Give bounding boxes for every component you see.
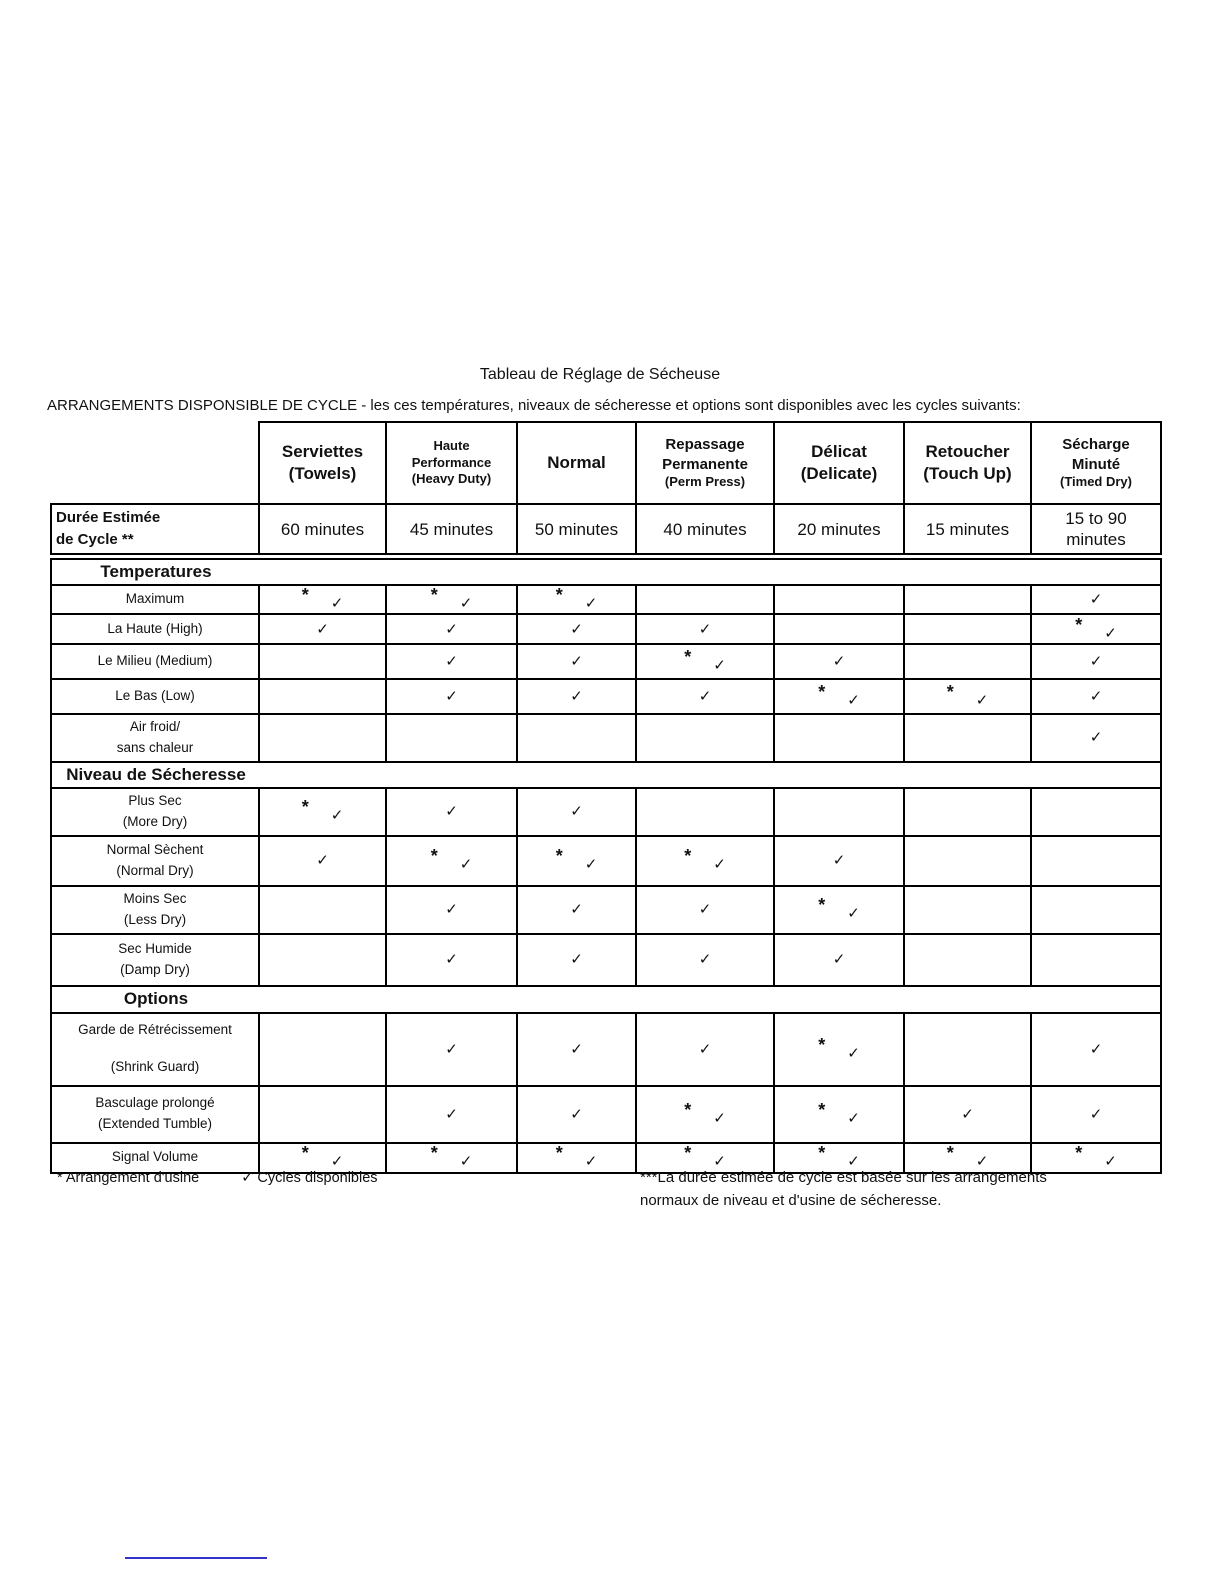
duration-value: 60 minutes: [259, 504, 386, 554]
cell-default-and-available: [1031, 614, 1161, 644]
available-check-icon: ✓: [459, 1153, 473, 1171]
available-check-icon: ✓: [584, 1153, 598, 1171]
factory-default-star-icon: *: [946, 1143, 954, 1164]
duration-row-label: Durée Estimée de Cycle **: [51, 504, 259, 554]
available-check-icon: ✓: [698, 1040, 712, 1058]
available-check-icon: ✓: [1104, 1153, 1117, 1171]
table-row: [51, 644, 1161, 679]
available-check-icon: ✓: [570, 688, 583, 705]
available-check-icon: ✓: [570, 620, 583, 638]
cell-available: [386, 679, 517, 714]
table-row: [51, 585, 1161, 614]
row-label: Sec Humide (Damp Dry): [51, 934, 259, 986]
cycle-column-header: Normal: [517, 422, 636, 504]
cycle-column-header: Sécharge Minuté (Timed Dry): [1031, 422, 1161, 504]
factory-default-star-icon: *: [684, 647, 692, 667]
cell-default-and-available: [517, 585, 636, 614]
available-check-icon: ✓: [459, 595, 473, 612]
factory-default-star-icon: *: [818, 682, 826, 702]
cell-available: [774, 644, 904, 679]
cycle-column-header: Délicat (Delicate): [774, 422, 904, 504]
cell-available: [386, 614, 517, 644]
available-check-icon: ✓: [570, 653, 583, 670]
cell-default-and-available: [259, 1143, 386, 1173]
table-row: [51, 934, 1161, 986]
available-check-icon: ✓: [1089, 1040, 1103, 1058]
factory-default-star-icon: *: [301, 585, 309, 605]
cell-available: [517, 788, 636, 836]
factory-default-star-icon: *: [684, 1143, 692, 1164]
cell-empty: [636, 714, 774, 762]
cell-empty: [774, 714, 904, 762]
available-check-icon: ✓: [698, 901, 712, 919]
available-check-icon: ✓: [847, 905, 860, 923]
cell-empty: [259, 679, 386, 714]
cell-default-and-available: [386, 836, 517, 886]
factory-default-star-icon: *: [818, 1099, 826, 1120]
dryer-settings-table-wrap: [50, 421, 1164, 1174]
available-check-icon: ✓: [445, 1040, 458, 1058]
cell-available: [1031, 1086, 1161, 1143]
cell-empty: [1031, 934, 1161, 986]
settings-sections-table: [50, 558, 1162, 1174]
duration-footnote-line2: normaux de niveau et d'usine de sécheresse.: [640, 1192, 942, 1209]
cell-available: [636, 934, 774, 986]
row-label: Plus Sec (More Dry): [51, 788, 259, 836]
available-check-icon: ✓: [330, 807, 344, 825]
row-label: Air froid/ sans chaleur: [51, 714, 259, 762]
cell-empty: [904, 1013, 1031, 1086]
table-row: [51, 836, 1161, 886]
factory-default-star-icon: *: [430, 846, 438, 867]
available-check-icon: ✓: [1089, 591, 1103, 608]
available-check-icon: ✓: [445, 803, 458, 821]
cell-empty: [636, 788, 774, 836]
table-row: [51, 679, 1161, 714]
cell-available: [386, 1086, 517, 1143]
available-check-icon: ✓: [584, 856, 598, 874]
cell-default-and-available: [774, 886, 904, 934]
cell-empty: [774, 614, 904, 644]
cell-default-and-available: [386, 585, 517, 614]
available-check-icon: ✓: [445, 901, 458, 919]
cell-available: [386, 934, 517, 986]
factory-default-star-icon: *: [430, 1143, 438, 1164]
cell-empty: [517, 714, 636, 762]
cell-available: [517, 1086, 636, 1143]
available-check-icon: ✓: [1089, 653, 1103, 670]
section-title: Niveau de Sécheresse: [51, 762, 1161, 788]
available-check-icon: ✓: [584, 595, 598, 612]
duration-value: 20 minutes: [774, 504, 904, 554]
table-row: [51, 614, 1161, 644]
factory-default-star-icon: *: [818, 1034, 826, 1055]
factory-default-star-icon: *: [1075, 614, 1083, 635]
cell-empty: [904, 714, 1031, 762]
cell-default-and-available: [386, 1143, 517, 1173]
cell-available: [517, 886, 636, 934]
legend-footnote: [57, 1170, 378, 1186]
cell-default-and-available: [259, 788, 386, 836]
row-label: Maximum: [51, 585, 259, 614]
duration-value: 50 minutes: [517, 504, 636, 554]
available-check-icon: ✓: [832, 852, 846, 870]
cycle-column-header: Retoucher (Touch Up): [904, 422, 1031, 504]
factory-default-star-icon: *: [301, 1143, 309, 1164]
cell-empty: [1031, 788, 1161, 836]
factory-default-star-icon: *: [818, 1143, 826, 1164]
cell-available: [636, 679, 774, 714]
available-check-icon: ✓: [847, 1044, 860, 1062]
cycle-column-header: Serviettes (Towels): [259, 422, 386, 504]
cell-empty: [774, 585, 904, 614]
available-check-icon: ✓: [832, 951, 846, 969]
available-check-icon: ✓: [445, 951, 458, 969]
factory-default-star-icon: *: [684, 1099, 692, 1120]
section-title: Options: [51, 986, 1161, 1013]
available-check-icon: ✓: [975, 1153, 989, 1171]
legend-factory-default: * Arrangement d'usine: [57, 1170, 200, 1186]
cell-available: [517, 1013, 636, 1086]
available-check-icon: ✓: [713, 1153, 726, 1171]
cell-empty: [259, 644, 386, 679]
cell-available: [636, 886, 774, 934]
factory-default-star-icon: *: [946, 682, 954, 702]
available-check-icon: ✓: [330, 1153, 344, 1171]
available-check-icon: ✓: [459, 856, 473, 874]
cell-available: [517, 644, 636, 679]
corner-blank-cell: [51, 422, 259, 504]
factory-default-star-icon: *: [684, 846, 692, 867]
footer-link-underline[interactable]: [125, 1557, 267, 1559]
cell-empty: [259, 714, 386, 762]
cell-empty: [259, 1086, 386, 1143]
cell-default-and-available: [259, 585, 386, 614]
cell-empty: [1031, 836, 1161, 886]
row-label: Garde de Rétrécissement (Shrink Guard): [51, 1013, 259, 1086]
available-check-icon: ✓: [316, 852, 329, 870]
available-check-icon: ✓: [713, 657, 726, 674]
available-check-icon: ✓: [975, 692, 989, 709]
row-label: Le Milieu (Medium): [51, 644, 259, 679]
cell-empty: [386, 714, 517, 762]
factory-default-star-icon: *: [555, 585, 563, 605]
cycle-column-header: Haute Performance (Heavy Duty): [386, 422, 517, 504]
cell-empty: [259, 934, 386, 986]
cell-default-and-available: [517, 1143, 636, 1173]
available-check-icon: ✓: [847, 1153, 860, 1171]
available-check-icon: ✓: [445, 1105, 458, 1123]
factory-default-star-icon: *: [301, 797, 309, 818]
duration-value: 15 minutes: [904, 504, 1031, 554]
cell-available: [774, 836, 904, 886]
available-check-icon: ✓: [570, 803, 583, 821]
cell-default-and-available: [636, 644, 774, 679]
available-check-icon: ✓: [847, 1109, 860, 1127]
row-label: Moins Sec (Less Dry): [51, 886, 259, 934]
available-check-icon: ✓: [570, 1040, 583, 1058]
section-title: Temperatures: [51, 559, 1161, 585]
available-check-icon: ✓: [713, 856, 726, 874]
cell-available: [904, 1086, 1031, 1143]
cell-empty: [259, 1013, 386, 1086]
cell-empty: [904, 585, 1031, 614]
cell-available: [386, 1013, 517, 1086]
cell-default-and-available: [636, 1086, 774, 1143]
cell-available: [636, 614, 774, 644]
table-row: [51, 788, 1161, 836]
cell-available: [1031, 585, 1161, 614]
intro-text: ARRANGEMENTS DISPONSIBLE DE CYCLE - les ces températures, niveaux de sécheresse et options sont disponibles avec les cycles suivants:: [47, 397, 1021, 414]
duration-footnote: [640, 1166, 1140, 1212]
factory-default-star-icon: *: [818, 895, 826, 916]
cell-empty: [904, 788, 1031, 836]
cell-available: [386, 788, 517, 836]
row-label: Le Bas (Low): [51, 679, 259, 714]
duration-value: 45 minutes: [386, 504, 517, 554]
available-check-icon: ✓: [570, 1105, 583, 1123]
cell-available: [1031, 679, 1161, 714]
available-check-icon: ✓: [445, 688, 458, 705]
duration-footnote-line1: ***La durée estimée de cycle est basée sur les arrangements: [640, 1169, 1047, 1186]
cell-available: [517, 679, 636, 714]
cell-available: [517, 934, 636, 986]
cell-empty: [774, 788, 904, 836]
cell-empty: [904, 934, 1031, 986]
cell-available: [1031, 1013, 1161, 1086]
cell-empty: [904, 886, 1031, 934]
available-check-icon: ✓: [1089, 729, 1103, 747]
duration-value: 15 to 90 minutes: [1031, 504, 1161, 554]
cell-available: [386, 886, 517, 934]
duration-value: 40 minutes: [636, 504, 774, 554]
available-check-icon: ✓: [713, 1109, 726, 1127]
row-label: Normal Sèchent (Normal Dry): [51, 836, 259, 886]
table-row: [51, 1013, 1161, 1086]
cell-empty: [904, 614, 1031, 644]
cell-empty: [636, 585, 774, 614]
cell-default-and-available: [636, 836, 774, 886]
cell-default-and-available: [774, 1086, 904, 1143]
row-label: Basculage prolongé (Extended Tumble): [51, 1086, 259, 1143]
cell-available: [774, 934, 904, 986]
cell-default-and-available: [517, 836, 636, 886]
available-check-icon: ✓: [847, 692, 860, 709]
cell-available: [259, 836, 386, 886]
factory-default-star-icon: *: [430, 585, 438, 605]
page-title: Tableau de Réglage de Sécheuse: [479, 366, 721, 383]
available-check-icon: ✓: [698, 620, 712, 638]
cell-empty: [904, 836, 1031, 886]
cell-available: [636, 1013, 774, 1086]
available-check-icon: ✓: [445, 653, 458, 670]
table-row: [51, 714, 1161, 762]
table-row: [51, 1086, 1161, 1143]
factory-default-star-icon: *: [555, 1143, 563, 1164]
available-check-icon: ✓: [1089, 688, 1103, 705]
cell-empty: [259, 886, 386, 934]
available-check-icon: ✓: [1089, 1105, 1103, 1123]
available-check-icon: ✓: [316, 620, 329, 638]
cycle-header-table: [50, 421, 1162, 555]
row-label: Signal Volume: [51, 1143, 259, 1173]
available-check-icon: ✓: [330, 595, 344, 612]
row-label: La Haute (High): [51, 614, 259, 644]
available-check-icon: ✓: [570, 951, 583, 969]
cell-available: [1031, 714, 1161, 762]
available-check-icon: ✓: [698, 951, 712, 969]
factory-default-star-icon: *: [555, 846, 563, 867]
available-check-icon: ✓: [445, 620, 458, 638]
table-row: [51, 886, 1161, 934]
cell-available: [259, 614, 386, 644]
cell-default-and-available: [774, 1013, 904, 1086]
cell-default-and-available: [904, 679, 1031, 714]
cycle-column-header: Repassage Permanente (Perm Press): [636, 422, 774, 504]
cell-available: [517, 614, 636, 644]
available-check-icon: ✓: [698, 688, 712, 705]
available-check-icon: ✓: [1104, 624, 1117, 642]
cell-empty: [904, 644, 1031, 679]
available-check-icon: ✓: [832, 653, 846, 670]
available-check-icon: ✓: [961, 1105, 974, 1123]
cell-available: [386, 644, 517, 679]
cell-empty: [1031, 886, 1161, 934]
legend-cycles-available: ✓ Cycles disponibles: [241, 1170, 378, 1186]
available-check-icon: ✓: [570, 901, 583, 919]
cell-default-and-available: [774, 679, 904, 714]
factory-default-star-icon: *: [1075, 1143, 1083, 1164]
cell-available: [1031, 644, 1161, 679]
